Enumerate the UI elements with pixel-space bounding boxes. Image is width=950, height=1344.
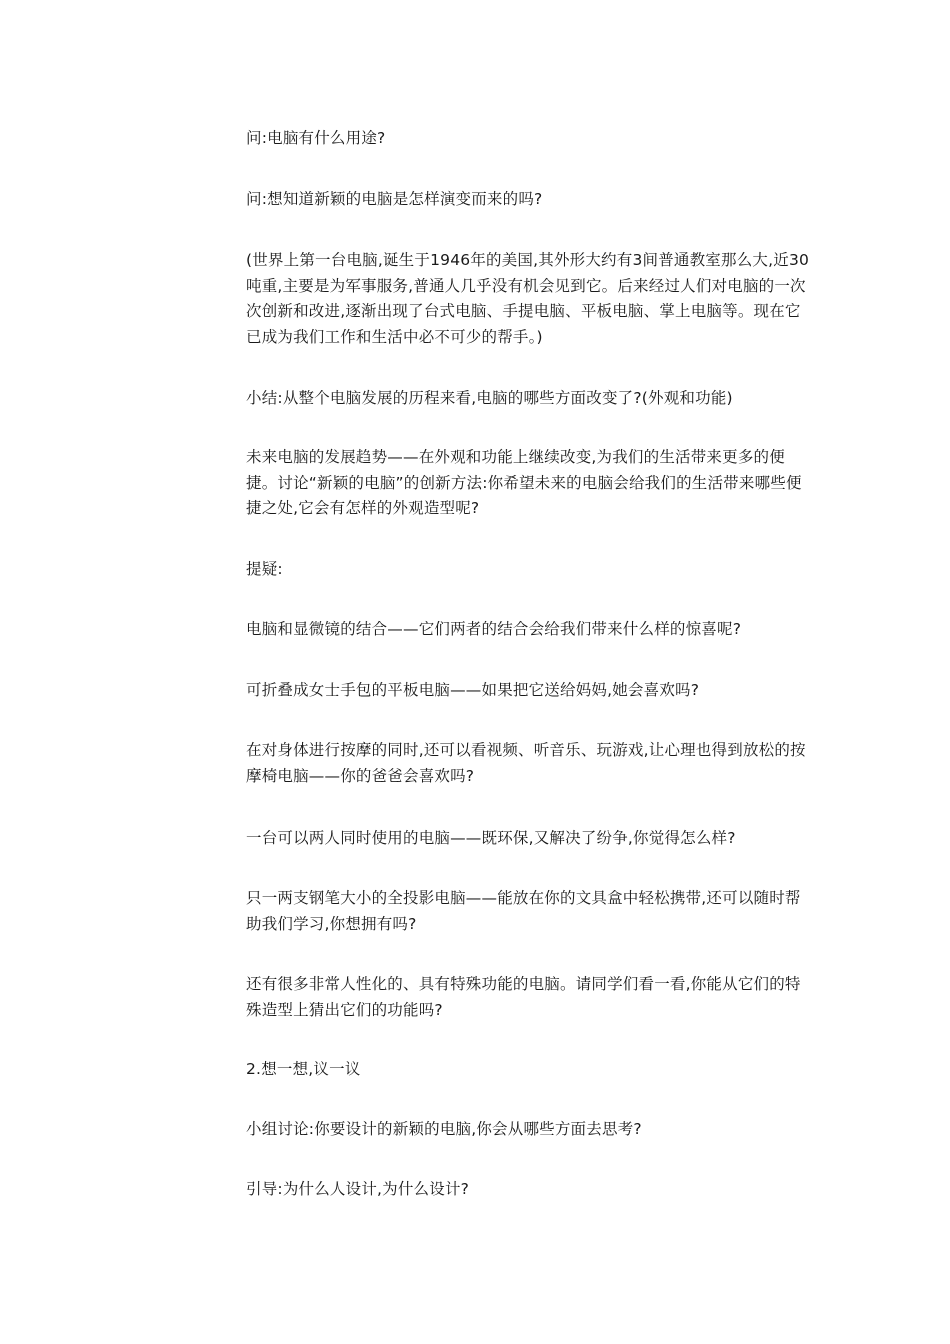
foldable-computer-paragraph: 可折叠成女士手包的平板电脑——如果把它送给妈妈,她会喜欢吗? [246, 681, 700, 699]
massage-chair-computer-paragraph: 在对身体进行按摩的同时,还可以看视频、听音乐、玩游戏,让心理也得到放松的按摩椅电脑——你的爸爸会喜欢吗? [246, 741, 806, 785]
section-heading-think-discuss: 2.想一想,议一议 [246, 1060, 361, 1078]
question-computer-evolution: 问:想知道新颖的电脑是怎样演变而来的吗? [246, 190, 543, 208]
question-computer-use: 问:电脑有什么用途? [246, 129, 386, 147]
prompt-heading: 提疑: [246, 560, 283, 578]
microscope-computer-paragraph: 电脑和显微镜的结合——它们两者的结合会给我们带来什么样的惊喜呢? [246, 620, 742, 638]
future-trend-paragraph: 未来电脑的发展趋势——在外观和功能上继续改变,为我们的生活带来更多的便捷。讨论“新颖的电脑”的创新方法:你希望未来的电脑会给我们的生活带来哪些便捷之处,它会有怎样的外观造型呢? [246, 448, 802, 517]
guidance-paragraph: 引导:为什么人设计,为什么设计? [246, 1180, 470, 1198]
special-computers-paragraph: 还有很多非常人性化的、具有特殊功能的电脑。请同学们看一看,你能从它们的特殊造型上猜出它们的功能吗? [246, 975, 801, 1019]
summary-paragraph: 小结:从整个电脑发展的历程来看,电脑的哪些方面改变了?(外观和功能) [246, 389, 733, 407]
group-discussion-paragraph: 小组讨论:你要设计的新颖的电脑,你会从哪些方面去思考? [246, 1120, 642, 1138]
two-person-computer-paragraph: 一台可以两人同时使用的电脑——既环保,又解决了纷争,你觉得怎么样? [246, 829, 736, 847]
projection-computer-paragraph: 只一两支钢笔大小的全投影电脑——能放在你的文具盒中轻松携带,还可以随时帮助我们学习,你想拥有吗? [246, 889, 801, 933]
history-paragraph: (世界上第一台电脑,诞生于1946年的美国,其外形大约有3间普通教室那么大,近30吨重,主要是为军事服务,普通人几乎没有机会见到它。后来经过人们对电脑的一次次创新和改进,逐渐出现了台式电脑、手提电脑、平板电脑、掌上电脑等。现在它已成为我们工作和生活中必不可少的帮手。) [246, 251, 810, 346]
